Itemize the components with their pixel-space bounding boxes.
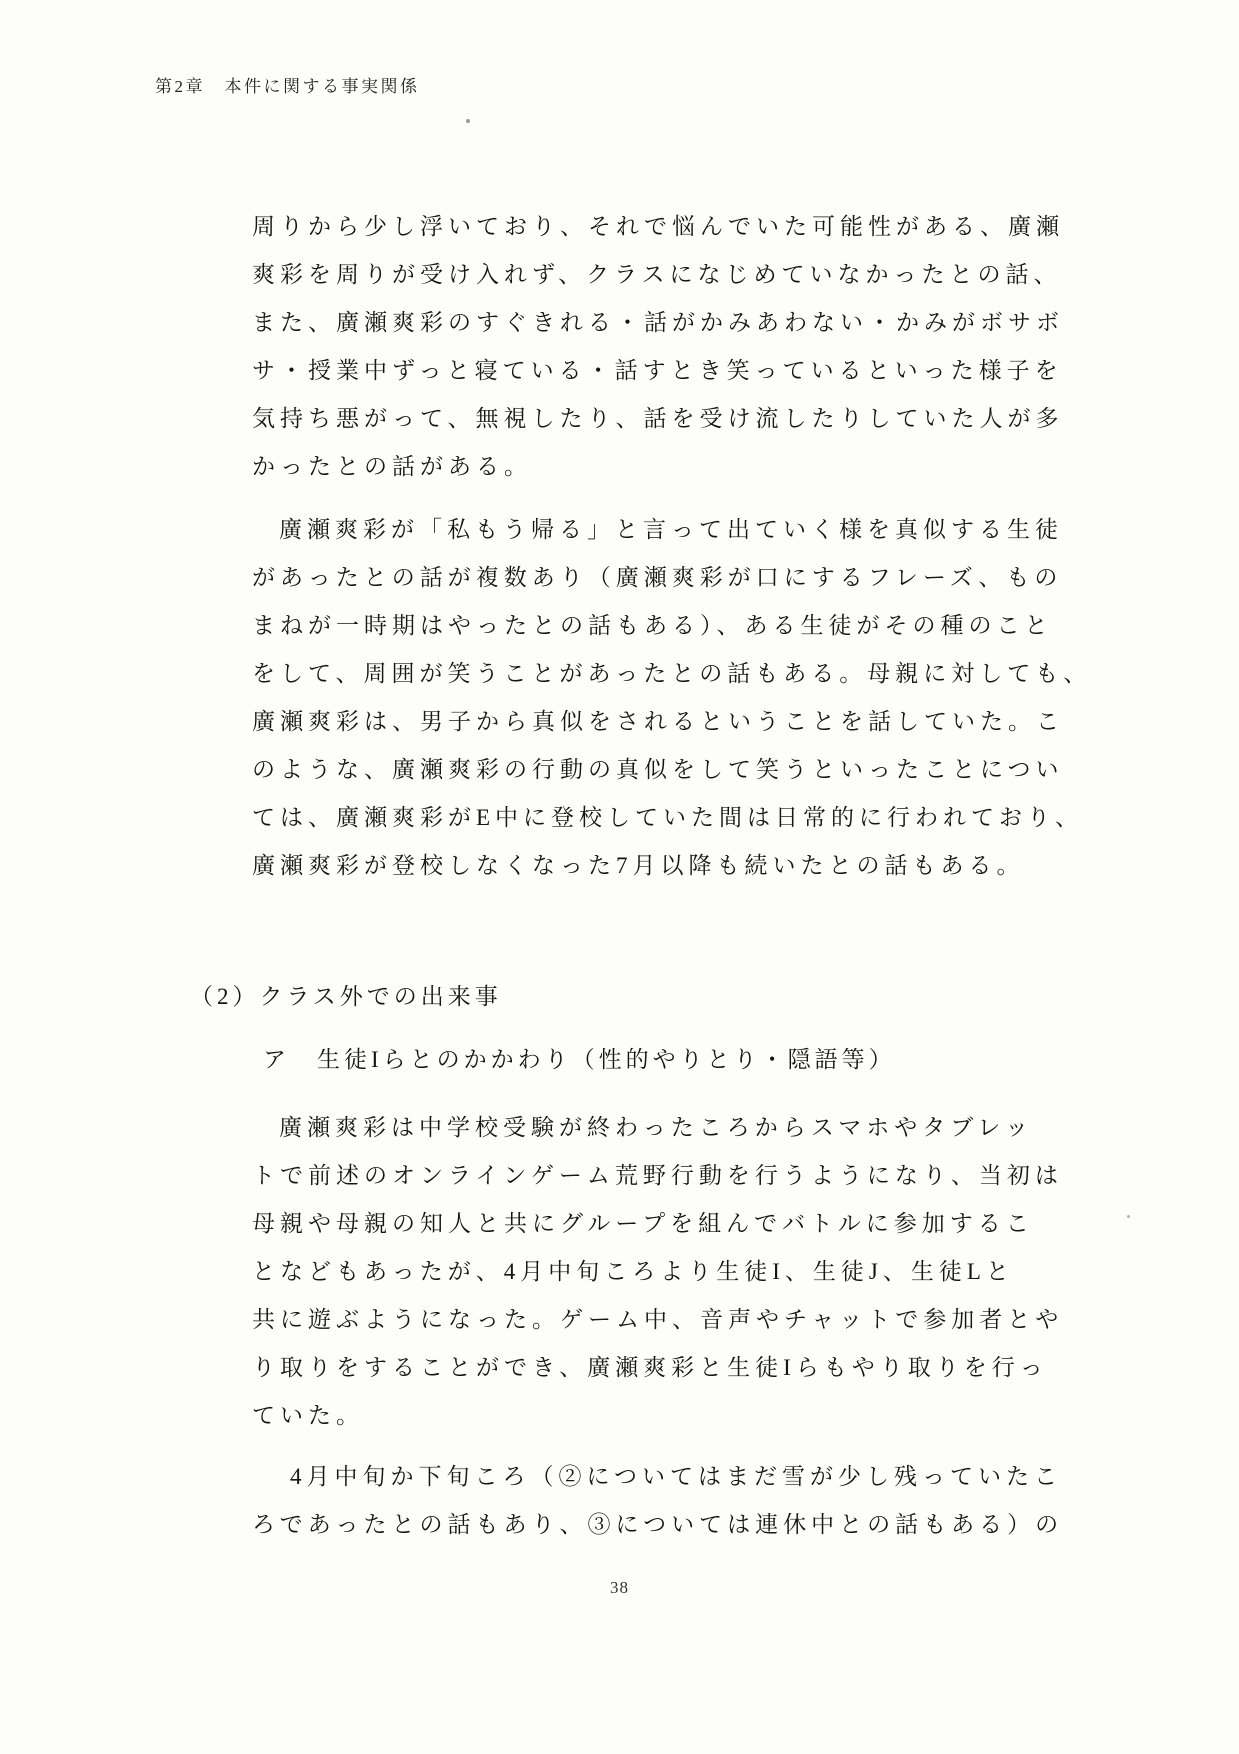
paragraph: [190, 1104, 1080, 1440]
paragraph: [190, 506, 1092, 890]
text-line: 爽彩を周りが受け入れず、クラスになじめていなかったとの話、: [252, 262, 1062, 287]
scan-artifact-dot: [466, 119, 470, 123]
sub-heading: ア 生徒Iらとのかかわり（性的やりとり・隠語等）: [263, 1047, 896, 1072]
section-heading: （2）クラス外での出来事: [190, 984, 502, 1009]
text-line: 共に遊ぶようになった。ゲーム中、音声やチャットで参加者とや: [252, 1307, 1064, 1332]
text-line: 廣瀬爽彩が「私もう帰る」と言って出ていく様を真似する生徒: [279, 517, 1063, 542]
text-line: かったとの話がある。: [252, 454, 532, 479]
text-line: 気持ち悪がって、無視したり、話を受け流したりしていた人が多: [252, 406, 1064, 431]
text-line: り取りをすることができ、廣瀬爽彩と生徒Iらもやり取りを行っ: [252, 1355, 1048, 1380]
text-line: 廣瀬爽彩は中学校受験が終わったころからスマホやタブレッ: [279, 1115, 1034, 1140]
paragraph: [190, 1453, 1080, 1549]
text-line: 4月中旬か下旬ころ（②についてはまだ雪が少し残っていたこ: [290, 1464, 1063, 1489]
text-line: サ・授業中ずっと寝ている・話すとき笑っているといった様子を: [252, 358, 1063, 383]
text-line: のような、廣瀬爽彩の行動の真似をして笑うといったことについ: [252, 757, 1064, 782]
text-line: をして、周囲が笑うことがあったとの話もある。母親に対しても、: [252, 661, 1092, 686]
text-line: トで前述のオンラインゲーム荒野行動を行うようになり、当初は: [252, 1163, 1063, 1188]
paragraph: [190, 203, 1080, 491]
text-line: ては、廣瀬爽彩がE中に登校していた間は日常的に行われており、: [252, 805, 1084, 830]
text-line: ろであったとの話もあり、③については連休中との話もある）の: [252, 1512, 1064, 1537]
text-line: ていた。: [252, 1403, 364, 1428]
text-line: があったとの話が複数あり（廣瀬爽彩が口にするフレーズ、もの: [252, 565, 1063, 590]
text-line: 母親や母親の知人と共にグループを組んでバトルに参加するこ: [252, 1211, 1034, 1236]
scan-artifact-dot: [1127, 1215, 1130, 1218]
text-line: 廣瀬爽彩は、男子から真似をされるということを話していた。こ: [252, 709, 1064, 734]
document-body: [190, 203, 1092, 1549]
text-line: また、廣瀬爽彩のすぐきれる・話がかみあわない・かみがボサボ: [252, 310, 1064, 335]
chapter-header: 第2章 本件に関する事実関係: [155, 77, 420, 96]
text-line: 廣瀬爽彩が登校しなくなった7月以降も続いたとの話もある。: [252, 853, 1025, 878]
page-number: 38: [610, 1578, 629, 1597]
text-line: まねが一時期はやったとの話もある）、ある生徒がその種のこと: [252, 613, 1053, 638]
text-line: 周りから少し浮いており、それで悩んでいた可能性がある、廣瀬: [252, 214, 1064, 239]
text-line: となどもあったが、4月中旬ころより生徒I、生徒J、生徒Lと: [252, 1259, 1014, 1284]
